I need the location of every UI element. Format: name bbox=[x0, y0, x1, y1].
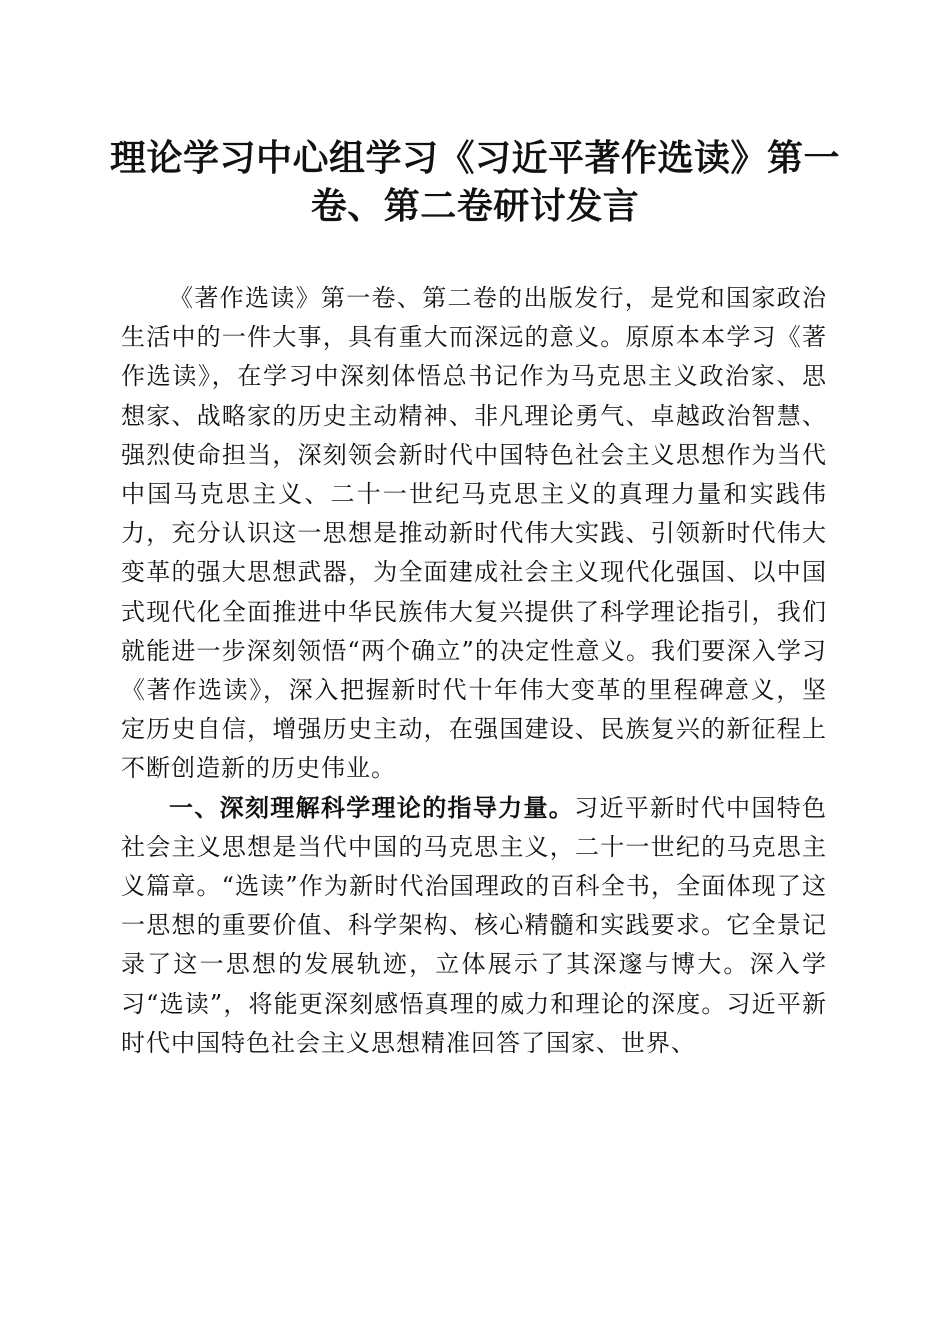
paragraph-intro bbox=[121, 279, 827, 789]
document-body bbox=[121, 279, 827, 1063]
section-one-heading: 一、深刻理解科学理论的指导力量。 bbox=[169, 793, 575, 822]
section-one-text: 习近平新时代中国特色社会主义思想是当代中国的马克思主义，二十一世纪的马克思主义篇章。“选读”作为新时代治国理政的百科全书，全面体现了这一思想的重要价值、科学架构、核心精髓和实践要求。它全景记录了这一思想的发展轨迹，立体展示了其深邃与博大。深入学习“选读”，将能更深刻感悟真理的威力和理论的深度。习近平新时代中国特色社会主义思想精准回答了国家、世界、 bbox=[121, 793, 828, 1057]
paragraph-intro-text: 《著作选读》第一卷、第二卷的出版发行，是党和国家政治生活中的一件大事，具有重大而深远的意义。原原本本学习《著作选读》，在学习中深刻体悟总书记作为马克思主义政治家、思想家、战略家的历史主动精神、非凡理论勇气、卓越政治智慧、强烈使命担当，深刻领会新时代中国特色社会主义思想作为当代中国马克思主义、二十一世纪马克思主义的真理力量和实践伟力，充分认识这一思想是推动新时代伟大实践、引领新时代伟大变革的强大思想武器，为全面建成社会主义现代化强国、以中国式现代化全面推进中华民族伟大复兴提供了科学理论指引，我们就能进一步深刻领悟“两个确立”的决定性意义。我们要深入学习《著作选读》，深入把握新时代十年伟大变革的里程碑意义，坚定历史自信，增强历史主动，在强国建设、民族复兴的新征程上不断创造新的历史伟业。 bbox=[121, 284, 827, 783]
paragraph-section-one bbox=[121, 789, 827, 1063]
document-title: 理论学习中心组学习《习近平著作选读》第一卷、第二卷研讨发言 bbox=[110, 137, 841, 227]
